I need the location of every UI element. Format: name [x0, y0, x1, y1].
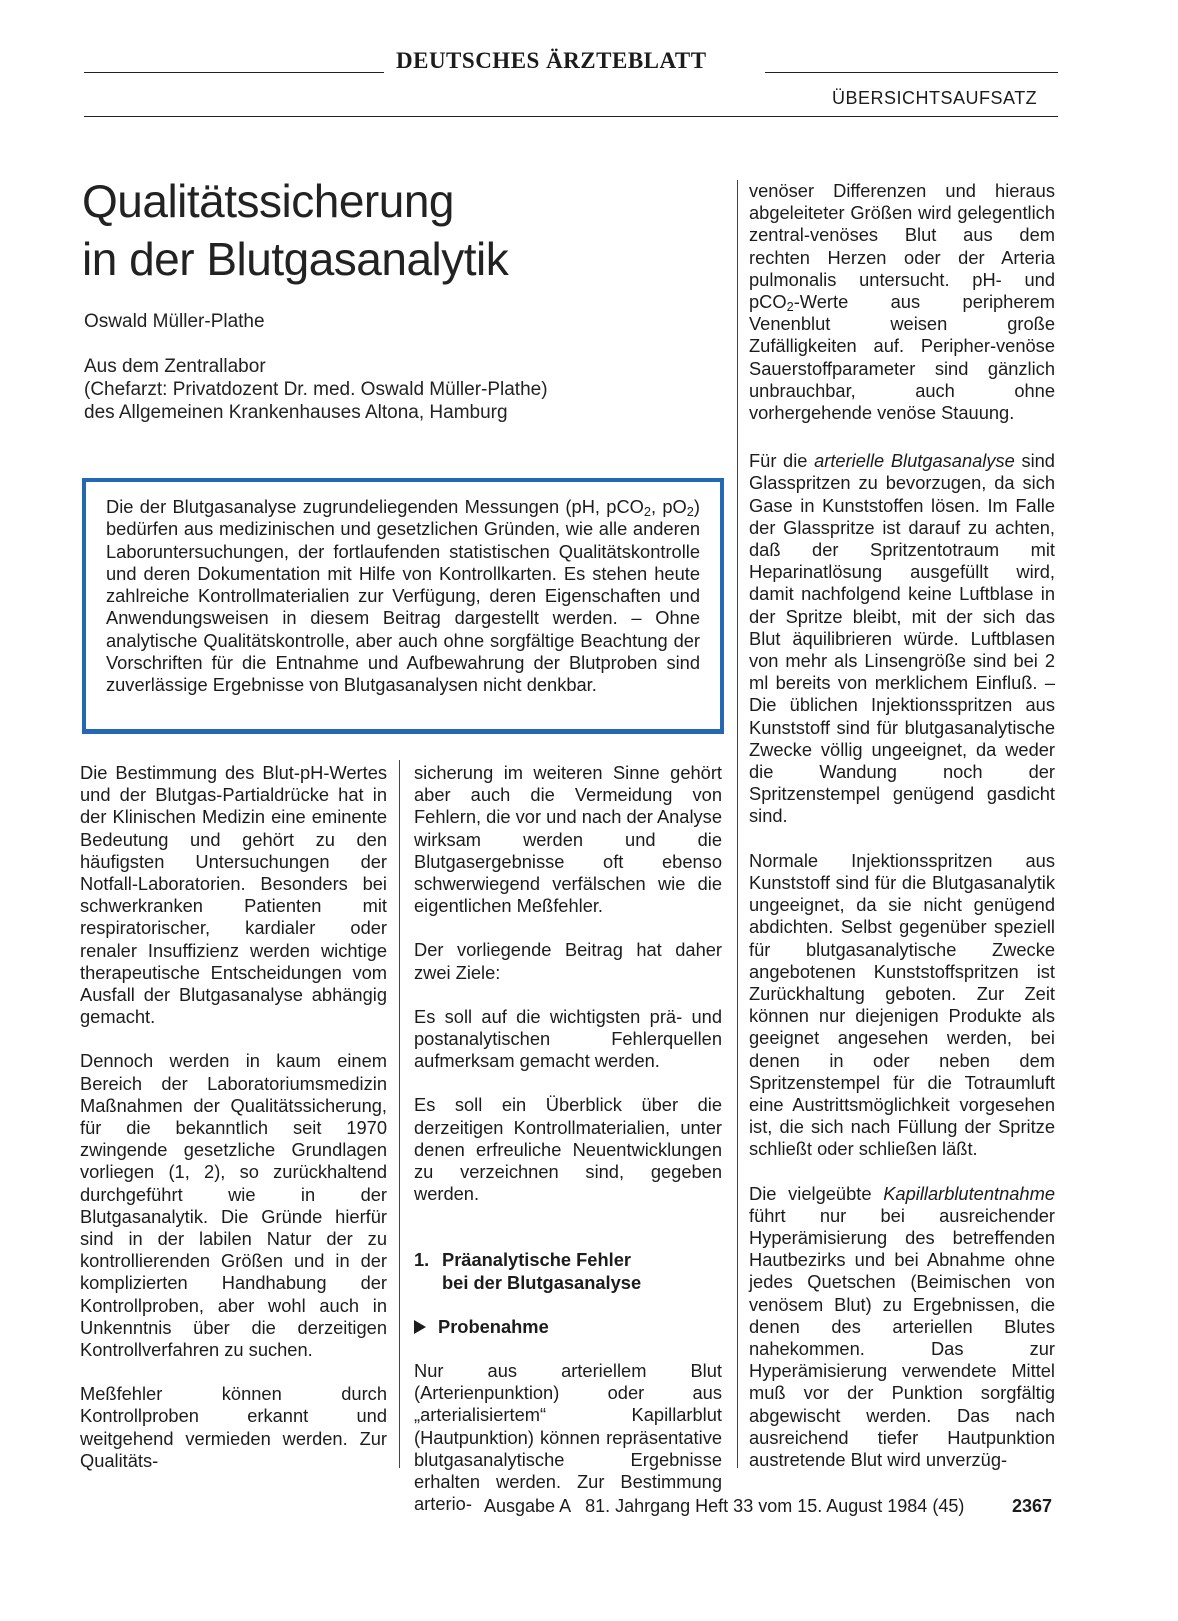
abstract-box [82, 478, 724, 734]
col3-paragraph-2: Für die arterielle Blutgasanalyse sind Glasspritzen zu bevorzugen, da sich Gase in Kunststoffen lösen. Im Falle der Glasspritze ist darauf zu achten, daß der Spritzentotraum mit Heparinatlösung ausgefüllt wird, damit nachfolgend keine Luftblase in der Spritze bleibt, mit der sich das Blut äquilibrieren würde. Luftblasen von mehr als Linsengröße sind bei 2 ml bereits von merklichem Einfluß. – Die üblichen Injektionsspritzen aus Kunststoff sind für blutgasanalytische Zwecke völlig ungeeignet, da weder die Wandung noch der Spritzenstempel genügend gasdicht sind. [749, 450, 1055, 827]
section-heading-line-1: Präanalytische Fehler [442, 1249, 631, 1271]
section-heading-line-2: bei der Blutgasanalyse [442, 1271, 642, 1293]
author-name: Oswald Müller-Plathe [84, 311, 265, 332]
column-divider-2 [737, 180, 738, 1468]
affiliation-line-1: Aus dem Zentrallabor [84, 356, 266, 377]
col2-paragraph-5: Nur aus arteriellem Blut (Arterienpunktion) oder aus „arterialisiertem“ Kapillarblut (Hautpunktion) können repräsentative blutgasanalytische Ergebnisse erhalten werden. Zur Bestimmung arterio- [414, 1360, 722, 1515]
col3-paragraph-3: Normale Injektionsspritzen aus Kunststoff sind für die Blutgasanalytik ungeeignet, da sie nicht genügend abdichten. Selbst gegenüber speziell für blutgasanalytische Zwecke angebotenen Kunststoffspritzen ist Zurückhaltung geboten. Zur Zeit können nur diejenigen Produkte als geeignet angesehen werden, bei denen in oder neben dem Spritzenstempel für die Totraumluft eine Austrittsmöglichkeit vorgesehen ist, die sich nach Füllung der Spritze schließt oder schließen läßt. [749, 849, 1055, 1160]
footer-edition: Ausgabe A 81. Jahrgang Heft 33 vom 15. August 1984 (45) [484, 1496, 965, 1516]
col1-paragraph-1: Die Bestimmung des Blut-pH-Wertes und der Blutgas-Partialdrücke hat in der Klinischen Medizin eine eminente Bedeutung und gehört zu den häufigsten Untersuchungen der Notfall-Laboratorien. Besonders bei schwerkranken Patienten mit respiratorischer, kardialer oder renaler Insuffizienz werden wichtige therapeutische Entscheidungen vom Ausfall der Blutgasanalyse abhängig gemacht. [80, 762, 387, 1028]
affiliation-line-3: des Allgemeinen Krankenhauses Altona, Hamburg [84, 402, 508, 423]
section-rule [84, 116, 1058, 117]
col1-paragraph-2: Dennoch werden in kaum einem Bereich der Laboratoriumsmedizin Maßnahmen der Qualitätssicherung, für die bekanntlich seit 1970 zwingende gesetzliche Grundlagen vorliegen (1, 2), so zurückhaltend durchgeführt wie in der Blutgasanalytik. Die Gründe hierfür sind in der labilen Natur der zu kontrollierenden Größen und in der komplizierten Handhabung der Kontrollproben, aber wohl auch in Unkenntnis über die derzeitigen Kontrollverfahren zu suchen. [80, 1050, 387, 1361]
col3-paragraph-1: venöser Differenzen und hieraus abgeleiteter Größen wird gelegentlich zentral-venöses Blut aus dem rechten Herzen oder der Arteria pulmonalis untersucht. pH- und pCO$_2$-Werte aus peripherem Venenblut weisen große Zufälligkeiten auf. Peripher-venöse Sauerstoffparameter sind gänzlich unbrauchbar, auch ohne vorhergehende venöse Stauung. [749, 180, 1055, 424]
col3-paragraph-4: Die vielgeübte Kapillarblutentnahme führt nur bei ausreichender Hyperämisierung des betreffenden Hautbezirks und bei Abnahme ohne jedes Quetschen (Beimischen von venösem Blut) zu Ergebnissen, die denen des arteriellen Blutes nahekommen. Das zur Hyperämisierung verwendete Mittel muß vor der Punktion sorgfältig abgewischt werden. Das nach ausreichend tiefer Hautpunktion austretende Blut wird unverzüg- [749, 1182, 1055, 1470]
masthead-rule-left [84, 72, 384, 73]
title-line-2: in der Blutgasanalytik [82, 233, 509, 285]
affiliation-line-2: (Chefarzt: Privatdozent Dr. med. Oswald Müller-Plathe) [84, 379, 548, 400]
col2-paragraph-2: Der vorliegende Beitrag hat daher zwei Ziele: [414, 939, 722, 983]
masthead-rule-right [765, 72, 1058, 73]
column-1 [80, 762, 387, 1472]
column-3 [749, 180, 1055, 1471]
abstract-text: Die der Blutgasanalyse zugrundeliegenden Messungen (pH, pCO$_2$, $pO_2$) bedürfen aus medizinischen und gesetzlichen Gründen, wie alle anderen Laboruntersuchungen, der fortlaufenden statistischen Qualitätskontrolle und deren Dokumentation mit Hilfe von Kontrollkarten. Es stehen heute zahlreiche Kontrollmaterialien zur Verfügung, deren Eigenschaften und Anwendungsweisen in diesem Beitrag dargestellt werden. – Ohne analytische Qualitätskontrolle, aber auch ohne sorgfältige Beachtung der Vorschriften für die Entnahme und Aufbewahrung der Blutproben sind zuverlässige Ergebnisse von Blutgasanalysen nicht denkbar. [106, 496, 700, 696]
journal-name: DEUTSCHES ÄRZTEBLATT [396, 48, 707, 73]
column-2 [414, 762, 722, 1515]
article-title [82, 172, 722, 288]
col1-paragraph-3: Meßfehler können durch Kontrollproben erkannt und weitgehend vermieden werden. Zur Qualitäts- [80, 1383, 387, 1471]
title-line-1: Qualitätssicherung [82, 175, 454, 227]
affiliation [84, 355, 548, 424]
column-divider-1 [399, 760, 400, 1468]
section-heading [414, 1249, 722, 1293]
section-label: ÜBERSICHTSAUFSATZ [832, 88, 1038, 108]
section-number: 1. [414, 1249, 430, 1271]
subheading: Probenahme [414, 1316, 722, 1338]
col2-paragraph-4: Es soll ein Überblick über die derzeitigen Kontrollmaterialien, unter denen erfreuliche Neuentwicklungen zu verzeichnen sind, gegeben werden. [414, 1094, 722, 1205]
triangle-bullet-icon [414, 1320, 426, 1334]
col2-paragraph-1: sicherung im weiteren Sinne gehört aber auch die Vermeidung von Fehlern, die vor und nach der Analyse wirksam werden und die Blutgasergebnisse oft ebenso schwerwiegend verfälschen wie die eigentlichen Meßfehler. [414, 762, 722, 917]
page-number: 2367 [1012, 1496, 1053, 1516]
col2-paragraph-3: Es soll auf die wichtigsten prä- und postanalytischen Fehlerquellen aufmerksam gemacht werden. [414, 1005, 722, 1072]
